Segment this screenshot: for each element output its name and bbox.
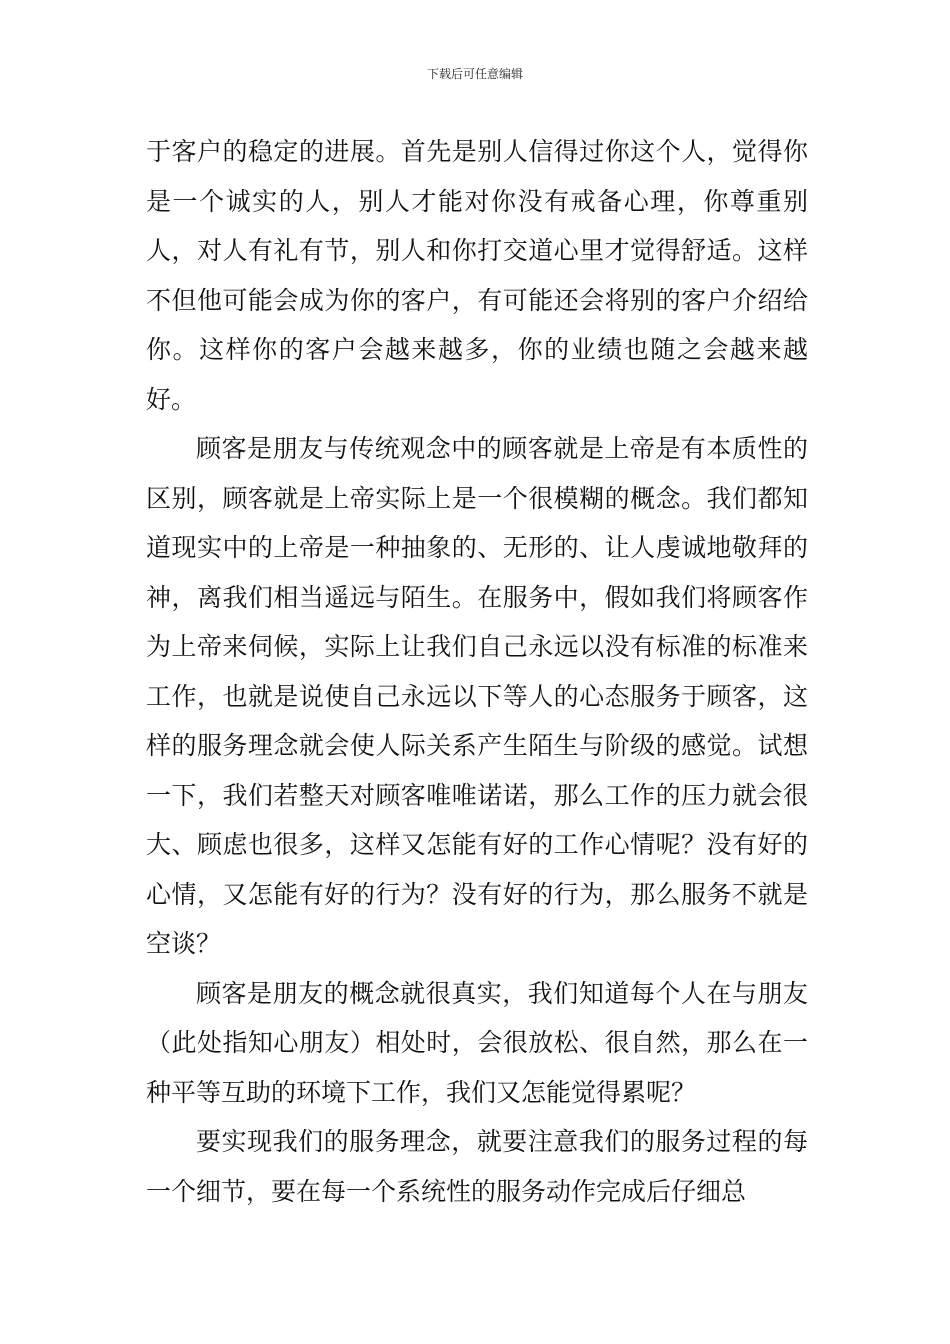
- page-header: 下载后可任意编辑: [426, 67, 523, 81]
- document-body: [146, 127, 808, 1216]
- paragraph-2: 顾客是朋友与传统观念中的顾客就是上帝是有本质性的区别，顾客就是上帝实际上是一个很模糊的概念。我们都知道现实中的上帝是一种抽象的、无形的、让人虔诚地敬拜的神，离我们相当遥远与陌生。在服务中，假如我们将顾客作为上帝来伺候，实际上让我们自己永远以没有标准的标准来工作，也就是说使自己永远以下等人的心态服务于顾客，这样的服务理念就会使人际关系产生陌生与阶级的感觉。试想一下，我们若整天对顾客唯唯诺诺，那么工作的压力就会很大、顾虑也很多，这样又怎能有好的工作心情呢？没有好的心情，又怎能有好的行为？没有好的行为，那么服务不就是空谈？: [146, 434, 808, 958]
- paragraph-3: 顾客是朋友的概念就很真实，我们知道每个人在与朋友（此处指知心朋友）相处时，会很放松、很自然，那么在一种平等互助的环境下工作，我们又怎能觉得累呢？: [146, 978, 808, 1107]
- paragraph-1: 于客户的稳定的进展。首先是别人信得过你这个人，觉得你是一个诚实的人，别人才能对你没有戒备心理，你尊重别人，对人有礼有节，别人和你打交道心里才觉得舒适。这样不但他可能会成为你的客户，有可能还会将别的客户介绍给你。这样你的客户会越来越多，你的业绩也随之会越来越好。: [146, 137, 808, 414]
- paragraph-4: 要实现我们的服务理念，就要注意我们的服务过程的每一个细节，要在每一个系统性的服务动作完成后仔细总: [146, 1127, 808, 1206]
